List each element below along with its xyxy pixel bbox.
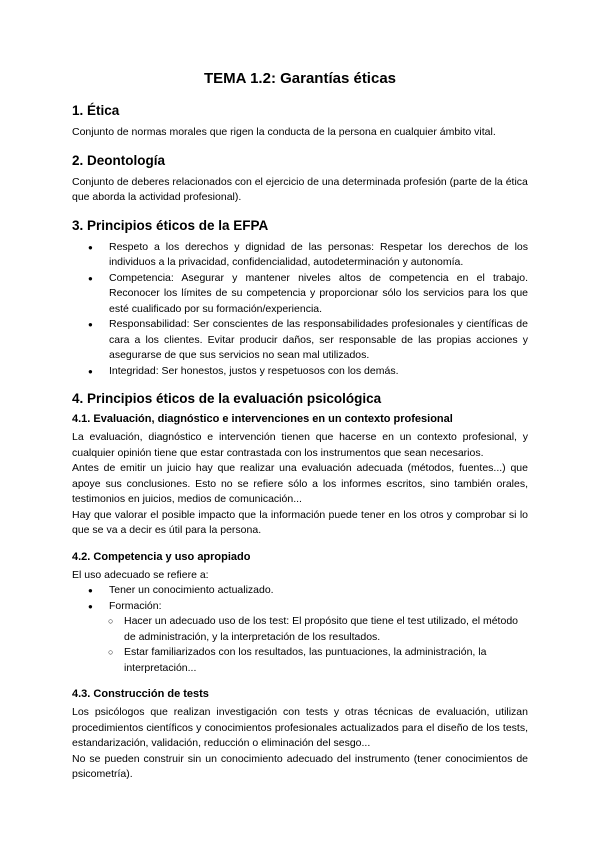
section-deontologia — [72, 153, 528, 206]
list-item: ● Respeto a los derechos y dignidad de las personas: Respetar los derechos de los individuos a la privacidad, confidencialidad, autodeterminación y autonomía. — [88, 240, 528, 271]
paragraph: No se pueden construir sin un conocimiento adecuado del instrumento (tener conocimientos de psicometría). — [72, 752, 528, 780]
efpa-principles-list — [72, 240, 528, 380]
section-heading: 4. Principios éticos de la evaluación psicológica — [72, 391, 382, 406]
subsection-heading: 4.2. Competencia y uso apropiado — [72, 550, 251, 563]
section-etica — [72, 103, 528, 141]
section-efpa — [72, 218, 528, 380]
paragraph: La evaluación, diagnóstico e intervención tienen que hacerse en un contexto profesional, y cualquier opinión tiene que estar contrastada con los instrumentos que sean necesarios. — [72, 431, 528, 459]
document-title: TEMA 1.2: Garantías éticas — [203, 70, 397, 87]
paragraph: El uso adecuado se refiere a: — [72, 568, 209, 581]
subsection-4-1 — [72, 413, 528, 539]
training-sublist — [72, 614, 528, 676]
section-evaluacion — [72, 391, 528, 783]
subsection-4-3 — [72, 688, 528, 783]
list-item: ● Formación: — [88, 599, 528, 615]
subsection-heading: 4.1. Evaluación, diagnóstico e intervenciones en un contexto profesional — [72, 413, 453, 425]
paragraph: Hay que valorar el posible impacto que la información puede tener en los otros y comprobar si lo que se va a decir es útil para la persona. — [72, 508, 528, 536]
section-text: Conjunto de deberes relacionados con el ejercicio de una determinada profesión (parte de la ética que aborda la actividad profesional). — [72, 175, 528, 203]
sublist-item: ○ Estar familiarizados con los resultados, las puntuaciones, la administración, la interpretación... — [108, 645, 528, 676]
subsection-heading: 4.3. Construcción de tests — [72, 688, 209, 700]
list-item: ● Responsabilidad: Ser conscientes de las responsabilidades profesionales y científicas de cara a los clientes. Evitar producir daños, ser responsable de las propias acciones y asegurarse de que sus servicios no sean mal utilizados. — [88, 317, 528, 364]
subsection-4-2 — [72, 551, 528, 677]
usage-list — [72, 583, 528, 614]
paragraph: Los psicólogos que realizan investigación con tests y otras técnicas de evaluación, utilizan procedimientos científicos y conocimientos profesionales actualizados para el diseño de los tests, estandarización, validación, reducción o eliminación del sesgo... — [72, 706, 528, 749]
section-text: Conjunto de normas morales que rigen la conducta de la persona en cualquier ámbito vital. — [72, 126, 496, 138]
paragraph: Antes de emitir un juicio hay que realizar una evaluación adecuada (métodos, fuentes...) que apoye sus conclusiones. Esto no se refiere sólo a los informes escritos, sino también orales, testimonios en juicios, medios de comunicación... — [72, 462, 528, 505]
section-heading: 2. Deontología — [72, 152, 166, 168]
list-item: ● Competencia: Asegurar y mantener niveles altos de competencia en el trabajo. Reconocer los límites de su competencia y proporcionar sólo los servicios para los que esté cualificado por su formación/experiencia. — [88, 271, 528, 318]
section-heading: 3. Principios éticos de la EFPA — [72, 217, 269, 233]
list-item: ● Integridad: Ser honestos, justos y respetuosos con los demás. — [88, 364, 528, 380]
section-heading: 1. Ética — [72, 103, 120, 118]
sublist-item: ○ Hacer un adecuado uso de los test: El propósito que tiene el test utilizado, el método de administración, y la interpretación de los resultados. — [108, 614, 528, 645]
list-item: ● Tener un conocimiento actualizado. — [88, 583, 528, 599]
